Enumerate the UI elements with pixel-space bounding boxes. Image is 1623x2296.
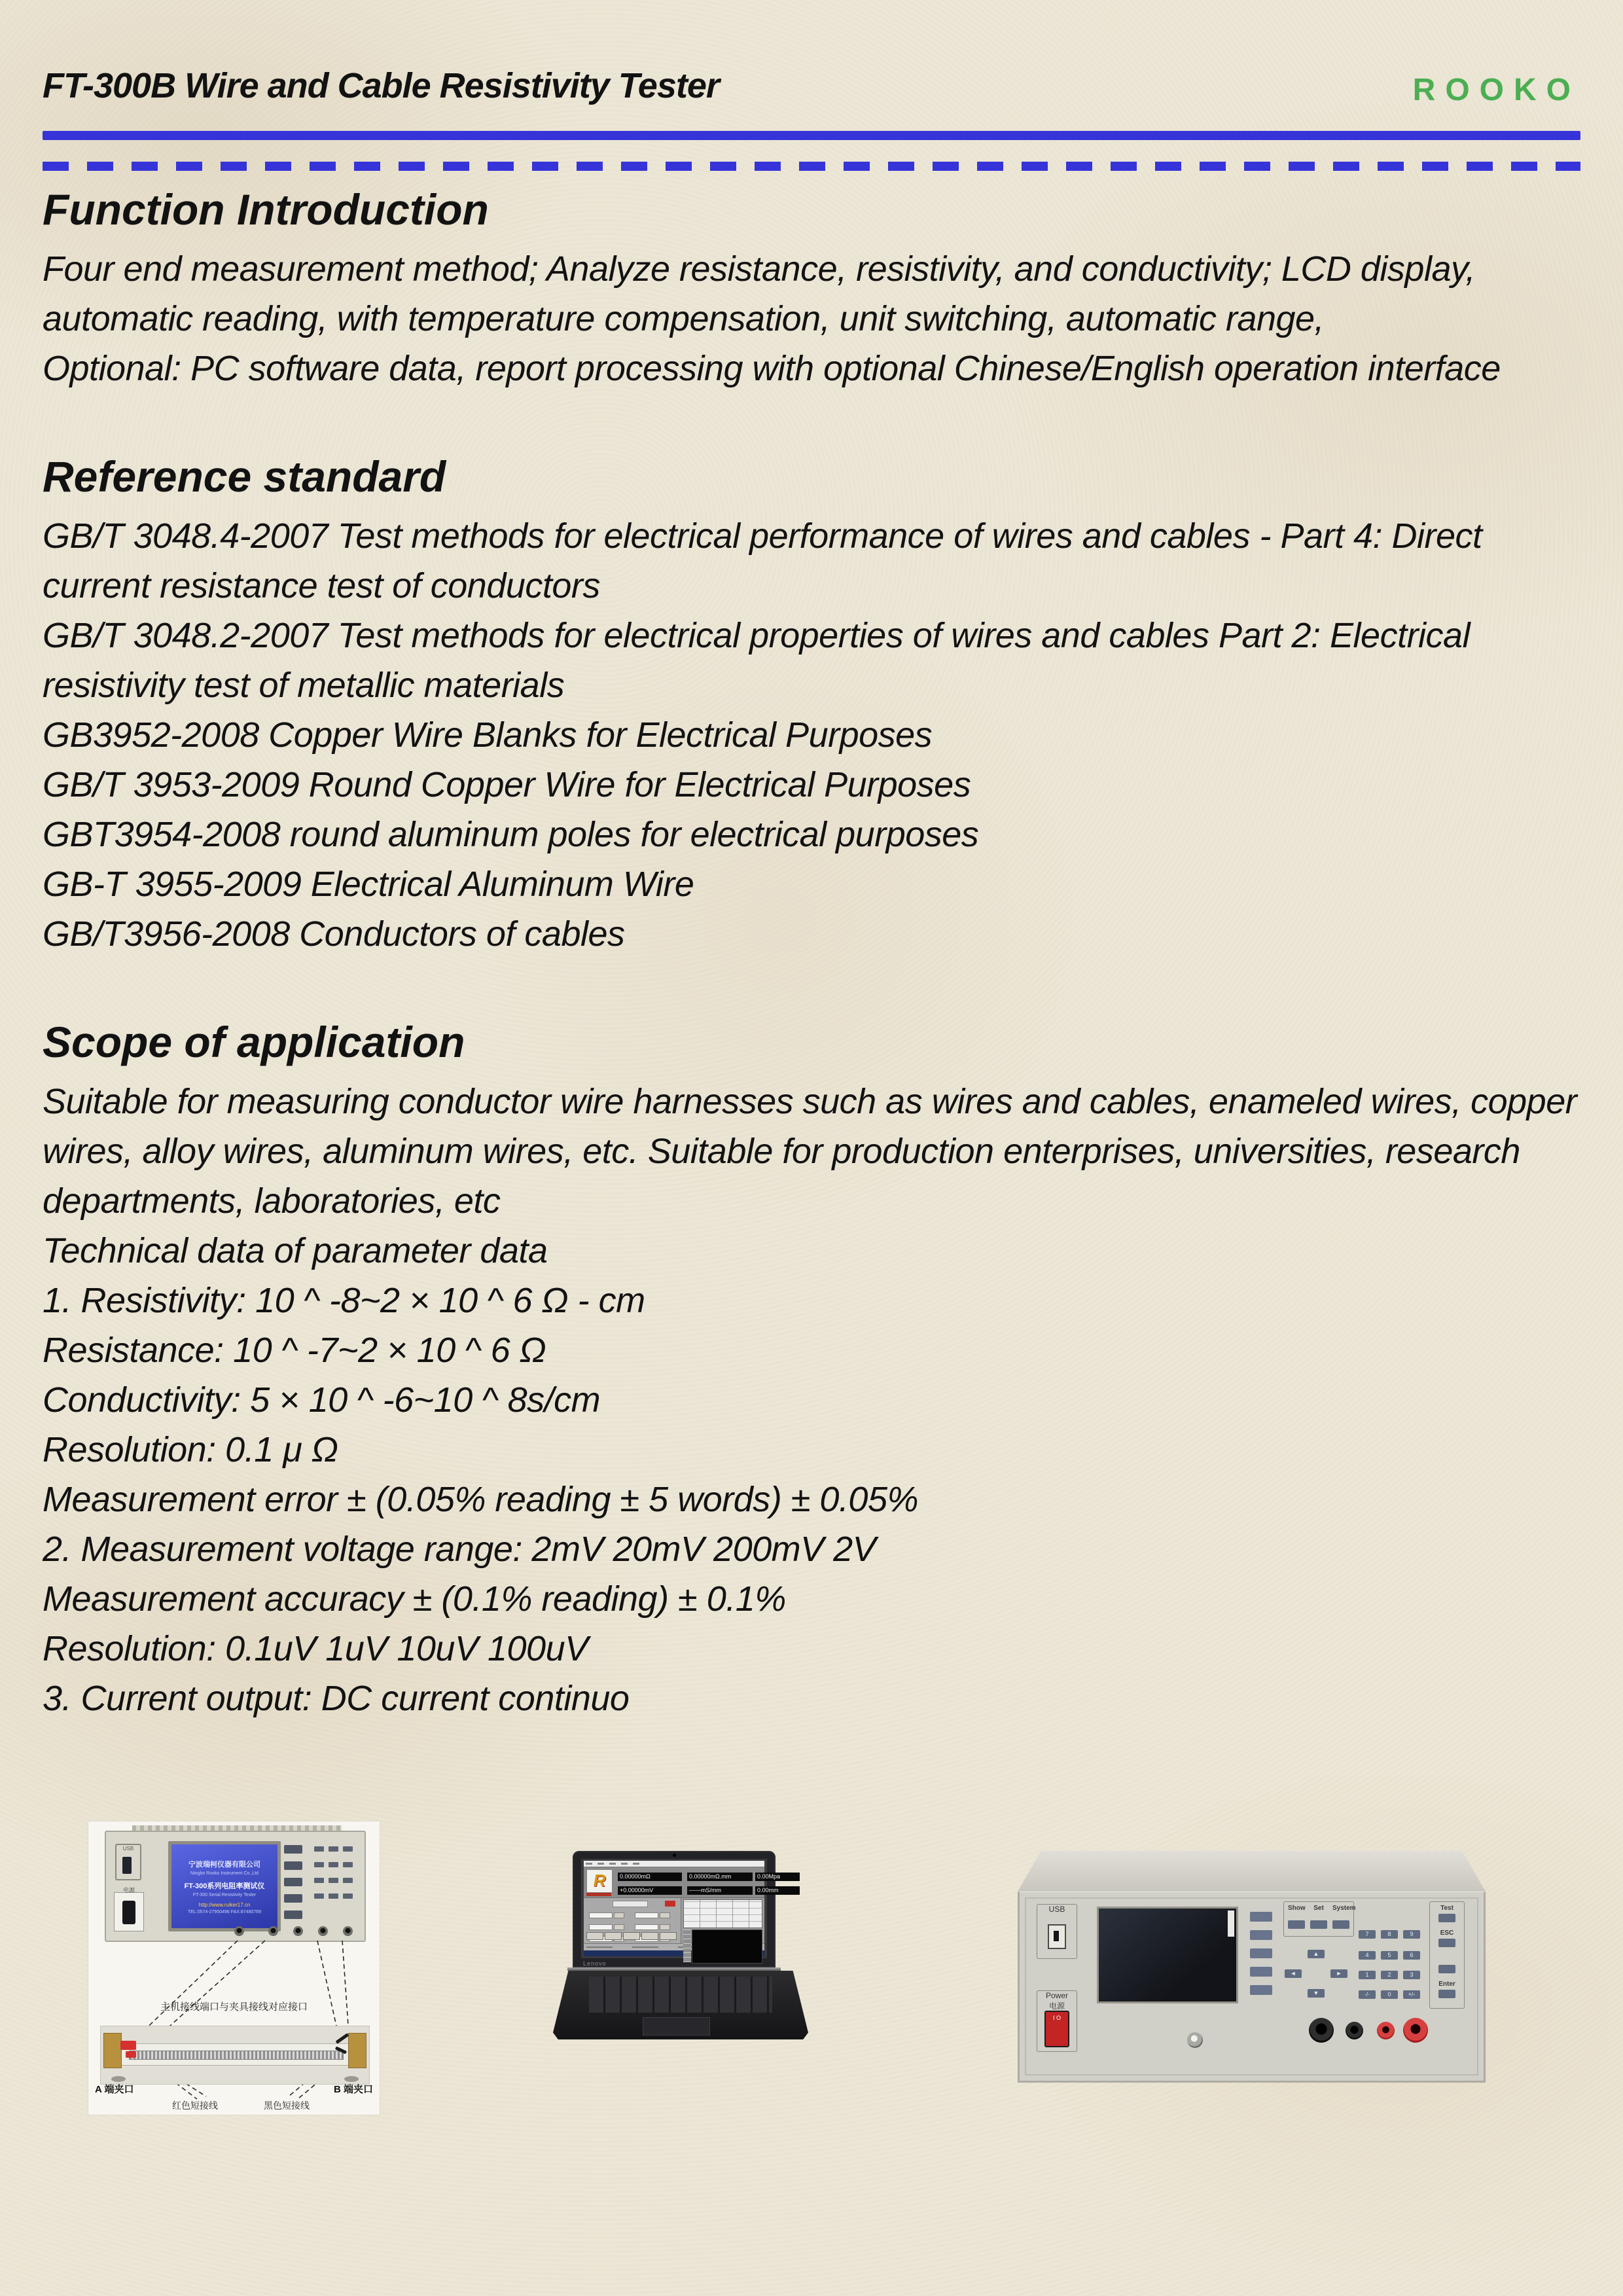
enter-key: [1438, 1990, 1455, 1998]
arrow-left-key: ◄: [1285, 1969, 1302, 1978]
product-photos-row: [43, 1821, 1580, 2129]
arrow-down-key: ▼: [1308, 1989, 1325, 1998]
voltage-readout: +0.00000mV: [618, 1886, 682, 1895]
screen-line: FT-300 Serial Resistivity Tester: [192, 1892, 257, 1897]
laptop-touchpad: [643, 2017, 710, 2035]
soft-key: [1250, 1985, 1272, 1995]
fixture-foot: [111, 2076, 126, 2082]
section-heading-reference-standard: Reference standard: [43, 452, 446, 501]
key-4: 4: [1359, 1951, 1376, 1960]
black-wire: [336, 2033, 349, 2044]
action-button: [660, 1932, 677, 1940]
test-key-label: Test: [1440, 1905, 1454, 1912]
software-main-area: [584, 1898, 764, 1943]
pressure-readout: 0.00Mpa: [755, 1873, 800, 1881]
power-rocker-switch: I O: [1044, 2011, 1069, 2047]
fixture-bar-photo: [100, 2026, 370, 2085]
key-0: 0: [1381, 1990, 1398, 1999]
laptop-photo: [553, 1851, 808, 2073]
soft-key: [1250, 1912, 1272, 1922]
soft-key: [1250, 1930, 1272, 1940]
laptop-brand: Lenovo: [583, 1960, 607, 1967]
tech-line: Measurement accuracy ± (0.1% reading) ± 0.1%: [43, 1579, 786, 1619]
tech-line: 3. Current output: DC current continuo: [43, 1679, 630, 1718]
usb-label: USB: [1048, 1905, 1065, 1914]
clamp-b-label: B 端夹口: [333, 2084, 373, 2095]
tech-line: Technical data of parameter data: [43, 1231, 548, 1270]
param-unit: [614, 1912, 624, 1918]
screen-line: http://www.ruiker17.cn: [198, 1901, 251, 1908]
action-button: [623, 1932, 640, 1940]
mode-key-group: [1283, 1901, 1354, 1937]
black-wire-label: 黑色短接线: [264, 2100, 310, 2111]
key-7: 7: [1359, 1930, 1376, 1939]
key-6: 6: [1403, 1951, 1420, 1960]
section-heading-function-introduction: Function Introduction: [43, 185, 489, 234]
screen-line: Ningbo Rooko Instrument Co.,Ltd: [190, 1871, 259, 1876]
fixture-foot: [344, 2076, 359, 2082]
header-rule-solid: [43, 131, 1580, 140]
tech-line: Conductivity: 5 × 10 ^ -6~10 ^ 8s/cm: [43, 1380, 601, 1420]
red-jack-large: [1403, 2018, 1428, 2043]
header-rule-dashed: [43, 162, 1580, 171]
black-jack-small: [1346, 2022, 1363, 2039]
key-1: 1: [1359, 1971, 1376, 1979]
system-key: [1332, 1920, 1349, 1929]
key-3: 3: [1403, 1971, 1420, 1979]
power-label: 电源: [122, 1887, 135, 1893]
action-button: [605, 1932, 622, 1940]
scope-paragraph: Suitable for measuring conductor wire harnesses such as wires and cables, enameled wires, copper wires, alloy wires, aluminum wires, etc. Suitable for production enterprises, universities, research departments, laboratories, etc: [43, 1082, 1577, 1221]
screen-line: TEL:0574-27950496 FAX:87480769: [187, 1909, 262, 1914]
show-key: [1288, 1920, 1305, 1929]
red-wire-label: 红色短接线: [172, 2100, 218, 2111]
black-jack-large: [1309, 2018, 1334, 2043]
tester-top-lid: [1018, 1851, 1486, 1892]
lcd-screen: [1097, 1907, 1238, 2003]
key-5: 5: [1381, 1951, 1398, 1960]
length-readout: 0.00mm: [755, 1886, 800, 1895]
test-key: [1438, 1914, 1455, 1922]
arrow-up-key: ▲: [1308, 1950, 1325, 1958]
tech-line: Resolution: 0.1uV 1uV 10uV 100uV: [43, 1629, 588, 1668]
tester-front-panel: [1018, 1892, 1486, 2083]
screen-line: FT-300系列电阻率测试仪: [184, 1882, 265, 1890]
tech-line: 1. Resistivity: 10 ^ -8~2 × 10 ^ 6 Ω - cm: [43, 1281, 645, 1320]
arrow-right-key: ►: [1330, 1969, 1347, 1978]
plot-axis-labels: [683, 1929, 691, 1962]
esc-key: [1438, 1939, 1455, 1947]
param-unit: [660, 1924, 670, 1930]
bench-tester-photo: [1018, 1851, 1486, 2087]
page-header: [43, 0, 1580, 106]
esc-key-label: ESC: [1440, 1929, 1454, 1937]
key-8: 8: [1381, 1930, 1398, 1939]
fixture-bar: [107, 2043, 364, 2066]
action-button: [586, 1932, 603, 1940]
usb-port: [1048, 1924, 1066, 1949]
key-9: 9: [1403, 1930, 1420, 1939]
ground-terminal: [1187, 2032, 1203, 2048]
laptop-display: [581, 1859, 781, 1958]
stop-button: [665, 1901, 675, 1907]
wire-sample: [129, 2051, 344, 2060]
show-key-label: Show: [1288, 1905, 1306, 1912]
tech-line: Resistance: 10 ^ -7~2 × 10 ^ 6 Ω: [43, 1331, 546, 1370]
red-jack-small: [1377, 2022, 1395, 2039]
software-control-panel: [584, 1898, 681, 1943]
set-key-label: Set: [1313, 1905, 1324, 1912]
fixture-wiring-photo: [88, 1821, 380, 2115]
param-input: [589, 1912, 613, 1918]
laptop-keyboard: [589, 1977, 773, 2013]
key-dot: ·/·: [1359, 1990, 1376, 1999]
enter-key-label: Enter: [1438, 1981, 1455, 1988]
software-window: [584, 1861, 781, 1956]
soft-key: [1250, 1967, 1272, 1977]
param-unit: [614, 1924, 624, 1930]
key-2: 2: [1381, 1971, 1398, 1979]
usb-label: USB: [122, 1846, 134, 1852]
param-unit: [660, 1912, 670, 1918]
power-label-cn: 电源: [1048, 2001, 1065, 2011]
settings-tab: [613, 1901, 648, 1907]
tech-line: Measurement error ± (0.05% reading ± 5 words) ± 0.05%: [43, 1480, 919, 1519]
usb-pin: [1054, 1931, 1059, 1941]
laptop-screen: [573, 1851, 781, 1967]
power-label: Power: [1045, 1991, 1068, 2000]
confirm-key-group: [1429, 1901, 1465, 2009]
param-input: [589, 1924, 613, 1930]
function-introduction-paragraph-1: Four end measurement method; Analyze resistance, resistivity, and conductivity; LCD display, automatic reading, with temperature compensation, unit switching, automatic range,: [43, 249, 1475, 338]
software-readout-panel: [584, 1867, 781, 1898]
tech-line: 2. Measurement voltage range: 2mV 20mV 200mV 2V: [43, 1530, 876, 1569]
key-sign: +/-: [1403, 1990, 1420, 1999]
standard-item: GB/T 3048.2-2007 Test methods for electrical properties of wires and cables Part 2: Electrical resistivity test of metallic materials: [43, 616, 1471, 705]
standard-item: GB/T 3953-2009 Round Copper Wire for Electrical Purposes: [43, 765, 971, 804]
set-key: [1310, 1920, 1327, 1929]
standard-item: GB/T 3048.4-2007 Test methods for electrical performance of wires and cables - Part 4: Direct current resistance test of conductors: [43, 516, 1482, 605]
function-introduction-paragraph-2: Optional: PC software data, report processing with optional Chinese/English operation interface: [43, 349, 1501, 388]
section-heading-scope-of-application: Scope of application: [43, 1018, 465, 1066]
rooko-logo: ROOKO: [1412, 73, 1580, 107]
screen-line: 宁波瑞柯仪器有限公司: [188, 1860, 260, 1869]
software-logo-button: [586, 1893, 611, 1896]
clamp-block-a: [103, 2033, 122, 2068]
back-key: [1438, 1965, 1455, 1973]
clamp-a-label: A 端夹口: [95, 2084, 134, 2095]
action-button: [641, 1932, 658, 1940]
data-table: [683, 1899, 762, 1928]
screen-scrollbar: [1228, 1910, 1234, 1937]
laptop-hinge: [567, 1967, 781, 1971]
soft-key: [1250, 1948, 1272, 1958]
software-menubar: [584, 1861, 764, 1867]
wiring-caption: 主机接线端口与夹具接线对应接口: [160, 2001, 308, 2013]
resistivity-readout: 0.00000mΩ.mm: [687, 1873, 753, 1881]
tech-line: Resolution: 0.1 μ Ω: [43, 1430, 338, 1469]
standard-item: GBT3954-2008 round aluminum poles for electrical purposes: [43, 815, 979, 854]
red-clip: [126, 2051, 136, 2058]
resistance-readout: 0.00000mΩ: [618, 1873, 682, 1881]
red-clip: [120, 2041, 136, 2050]
param-input: [635, 1924, 658, 1930]
page-title: FT-300B Wire and Cable Resistivity Tester: [43, 66, 719, 105]
usb-group: [1037, 1904, 1077, 1959]
conductance-readout: ------mS/mm: [687, 1886, 753, 1895]
standard-item: GB/T3956-2008 Conductors of cables: [43, 914, 625, 954]
system-key-label: System: [1332, 1905, 1356, 1912]
power-group: [1037, 1990, 1077, 2052]
clamp-block-b: [348, 2033, 366, 2068]
param-input: [635, 1912, 658, 1918]
software-plot-area: [681, 1898, 764, 1943]
software-logo: R: [586, 1869, 613, 1893]
laptop-base: [553, 1971, 808, 2039]
standard-item: GB3952-2008 Copper Wire Blanks for Electrical Purposes: [43, 715, 933, 755]
webcam-dot: [673, 1854, 676, 1857]
standard-item: GB-T 3955-2009 Electrical Aluminum Wire: [43, 865, 694, 904]
plot-display: [692, 1929, 762, 1964]
